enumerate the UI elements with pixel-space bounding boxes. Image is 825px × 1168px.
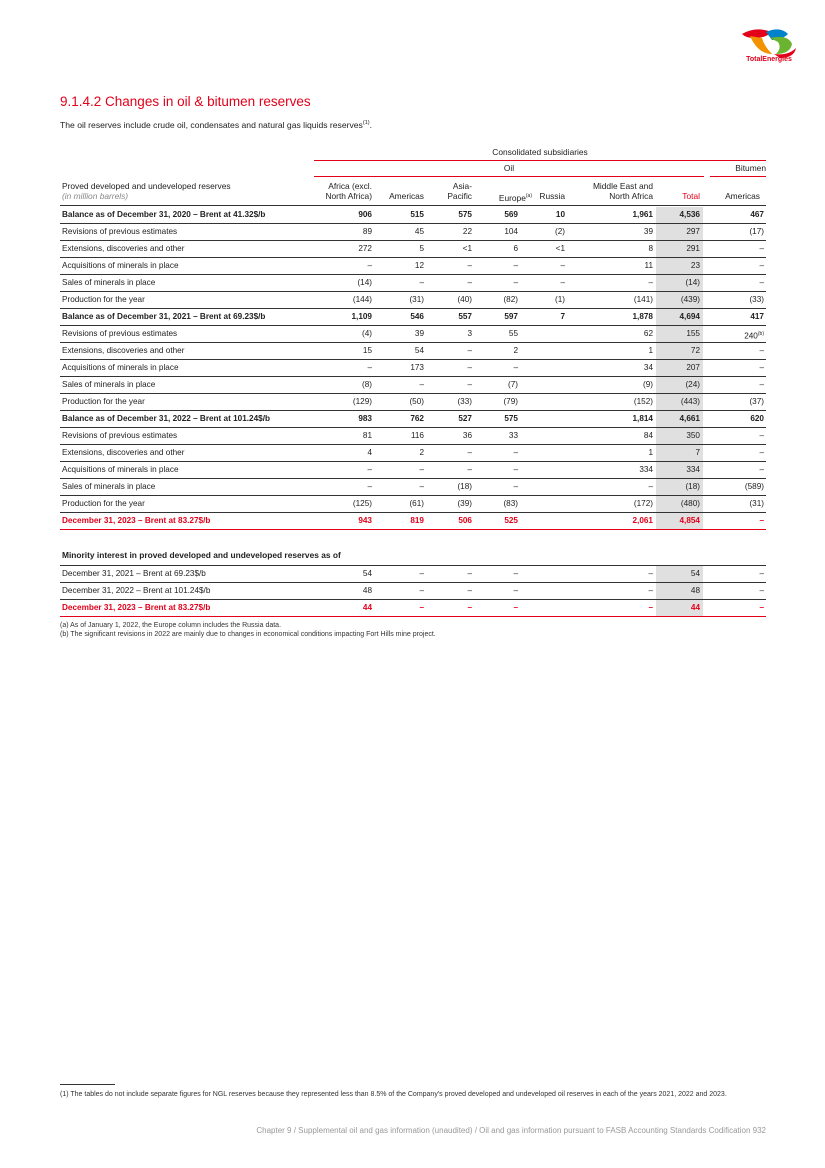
table-row (60, 479, 766, 496)
cell-asia-pacific: – (467, 569, 472, 578)
cell-americas: (50) (409, 397, 424, 406)
cell-africa: 272 (358, 244, 372, 253)
cell-russia (525, 343, 565, 359)
cell-americas: – (419, 569, 424, 578)
cell-asia-pacific: – (467, 448, 472, 457)
cell-asia-pacific: 36 (462, 431, 472, 440)
cell-europe: – (513, 482, 518, 491)
cell-total: 72 (690, 346, 700, 355)
cell-middle-east: 11 (644, 261, 653, 270)
cell-russia: 10 (555, 210, 565, 219)
cell-bitumen-americas: – (759, 586, 764, 595)
cell-russia: 7 (560, 312, 565, 321)
cell-asia-pacific: (18) (457, 482, 472, 491)
cell-total: 23 (690, 261, 700, 270)
cell-middle-east: (141) (633, 295, 653, 304)
brand-name: TotalEnergies (746, 56, 792, 63)
cell-total: 4,661 (679, 414, 700, 423)
cell-bitumen-americas: – (759, 380, 764, 389)
cell-total: 48 (690, 586, 700, 595)
reserves-table-body (60, 207, 766, 530)
cell-africa: – (367, 261, 372, 270)
cell-bitumen-americas: (589) (744, 482, 764, 491)
table-row (60, 411, 766, 428)
cell-africa: (4) (361, 329, 372, 338)
table-note-a: (a) As of January 1, 2022, the Europe column includes the Russia data. (60, 622, 282, 629)
cell-asia-pacific: (39) (457, 499, 472, 508)
cell-europe: – (513, 278, 518, 287)
cell-asia-pacific: – (467, 363, 472, 372)
row-label: Production for the year (62, 397, 145, 406)
cell-africa: – (367, 465, 372, 474)
table-row (60, 496, 766, 513)
cell-total: 4,536 (679, 210, 700, 219)
table-note-b: (b) The significant revisions in 2022 are mainly due to changes in economical conditions impacting Fort Hills mine project. (60, 631, 436, 638)
cell-africa: 89 (362, 227, 372, 236)
cell-middle-east: 1,814 (632, 414, 653, 423)
cell-middle-east: 62 (643, 329, 653, 338)
cell-russia: – (560, 261, 565, 270)
cell-russia (525, 428, 565, 444)
cell-total: (439) (680, 295, 700, 304)
cell-russia (525, 326, 565, 342)
cell-asia-pacific: 506 (458, 516, 472, 525)
cell-bitumen-americas: 467 (750, 210, 764, 219)
cell-bitumen-americas: 240$^{(b)}$ (744, 331, 764, 341)
cell-africa: 983 (358, 414, 372, 423)
cell-africa: (8) (361, 380, 372, 389)
cell-africa: 48 (362, 586, 372, 595)
cell-asia-pacific: 527 (458, 414, 472, 423)
row-label: Production for the year (62, 295, 145, 304)
cell-middle-east: 84 (643, 431, 653, 440)
cell-europe: (83) (503, 499, 518, 508)
col-europe: Europe$^{(a)}$ (498, 192, 532, 203)
cell-bitumen-americas: (31) (749, 499, 764, 508)
cell-middle-east: 1 (648, 346, 653, 355)
cell-africa: (14) (357, 278, 372, 287)
intro-text: The oil reserves include crude oil, condensates and natural gas liquids reserves$^{(1)}$. (60, 120, 372, 130)
cell-bitumen-americas: (37) (749, 397, 764, 406)
cell-bitumen-americas: – (759, 569, 764, 578)
cell-middle-east: 2,061 (632, 516, 653, 525)
cell-africa: – (367, 363, 372, 372)
table-row (60, 207, 766, 224)
table-row (60, 394, 766, 411)
minority-title: Minority interest in proved developed and undeveloped reserves as of (62, 550, 341, 560)
cell-americas: – (419, 465, 424, 474)
cell-americas: 5 (419, 244, 424, 253)
row-label: Acquisitions of minerals in place (62, 363, 179, 372)
cell-americas: 819 (410, 516, 424, 525)
cell-americas: 39 (414, 329, 424, 338)
cell-russia: (2) (554, 227, 565, 236)
cell-bitumen-americas: 620 (750, 414, 764, 423)
table-row (60, 377, 766, 394)
cell-asia-pacific: – (467, 603, 472, 612)
cell-americas: 546 (410, 312, 424, 321)
cell-middle-east: – (648, 482, 653, 491)
table-row (60, 360, 766, 377)
cell-africa: 44 (362, 603, 372, 612)
row-label: Acquisitions of minerals in place (62, 465, 179, 474)
table-row (60, 309, 766, 326)
cell-europe: – (513, 363, 518, 372)
cell-asia-pacific: – (467, 261, 472, 270)
col-africa: Africa (excl. North Africa) (325, 181, 372, 201)
cell-total: 207 (686, 363, 700, 372)
cell-europe: – (513, 603, 518, 612)
table-row (60, 600, 766, 617)
cell-total: 350 (686, 431, 700, 440)
cell-americas: (61) (409, 499, 424, 508)
cell-middle-east: (9) (642, 380, 653, 389)
cell-bitumen-americas: – (759, 448, 764, 457)
cell-europe: (7) (507, 380, 518, 389)
cell-middle-east: – (648, 278, 653, 287)
cell-africa: 943 (358, 516, 372, 525)
row-label: Revisions of previous estimates (62, 329, 178, 338)
table-row (60, 343, 766, 360)
cell-middle-east: 8 (648, 244, 653, 253)
cell-africa: 54 (362, 569, 372, 578)
row-label: December 31, 2022 – Brent at 101.24$/b (62, 586, 211, 595)
row-label: Extensions, discoveries and other (62, 244, 185, 253)
row-label: Production for the year (62, 499, 145, 508)
row-label: December 31, 2023 – Brent at 83.27$/b (62, 516, 211, 525)
cell-russia: (1) (554, 295, 565, 304)
cell-russia (525, 479, 565, 495)
cell-europe: 2 (513, 346, 518, 355)
cell-africa: 15 (362, 346, 372, 355)
row-label: Balance as of December 31, 2021 – Brent at 69.23$/b (62, 312, 266, 321)
cell-asia-pacific: 575 (458, 210, 472, 219)
cell-europe: – (513, 261, 518, 270)
cell-europe: 597 (504, 312, 518, 321)
cell-asia-pacific: (40) (457, 295, 472, 304)
cell-bitumen-americas: – (759, 465, 764, 474)
cell-africa: – (367, 482, 372, 491)
cell-russia (525, 377, 565, 393)
cell-americas: 173 (410, 363, 424, 372)
cell-asia-pacific: 557 (458, 312, 472, 321)
cell-total: 297 (686, 227, 700, 236)
col-americas: Americas (389, 191, 424, 201)
cell-europe: 55 (508, 329, 518, 338)
cell-africa: 81 (362, 431, 372, 440)
cell-bitumen-americas: – (759, 431, 764, 440)
cell-middle-east: (172) (633, 499, 653, 508)
cell-bitumen-americas: – (759, 244, 764, 253)
cell-asia-pacific: – (467, 346, 472, 355)
cell-europe: 104 (504, 227, 518, 236)
cell-middle-east: (152) (633, 397, 653, 406)
cell-americas: – (419, 380, 424, 389)
cell-asia-pacific: 3 (467, 329, 472, 338)
col-bitumen-americas: Americas (725, 191, 760, 201)
cell-bitumen-americas: 417 (750, 312, 764, 321)
cell-europe: (79) (503, 397, 518, 406)
section-title: 9.1.4.2 Changes in oil & bitumen reserves (60, 94, 311, 109)
cell-bitumen-americas: – (759, 346, 764, 355)
cell-total: 4,694 (679, 312, 700, 321)
footnote: (1) The tables do not include separate figures for NGL reserves because they represented less than 8.5% of the Company's proved developed and undeveloped oil reserves in each of the years 2021, 2022 and 2023. (60, 1091, 727, 1098)
cell-total: (443) (680, 397, 700, 406)
table-row (60, 445, 766, 462)
table-row (60, 462, 766, 479)
cell-europe: 6 (513, 244, 518, 253)
cell-asia-pacific: – (467, 278, 472, 287)
cell-africa: 1,109 (351, 312, 372, 321)
cell-total: 291 (686, 244, 700, 253)
row-label: Revisions of previous estimates (62, 431, 178, 440)
cell-russia: <1 (555, 244, 565, 253)
cell-total: 155 (686, 329, 700, 338)
cell-middle-east: – (648, 603, 653, 612)
cell-americas: – (419, 278, 424, 287)
cell-russia (525, 462, 565, 478)
cell-russia (525, 411, 565, 427)
cell-total: 7 (695, 448, 700, 457)
cell-americas: – (419, 482, 424, 491)
row-label: Acquisitions of minerals in place (62, 261, 179, 270)
cell-europe: 33 (508, 431, 518, 440)
cell-bitumen-americas: (33) (749, 295, 764, 304)
cell-middle-east: 39 (643, 227, 653, 236)
cell-americas: 54 (414, 346, 424, 355)
col-middle-east: Middle East and North Africa (592, 181, 653, 201)
cell-russia (525, 445, 565, 461)
cell-total: 44 (690, 603, 700, 612)
row-label: Sales of minerals in place (62, 380, 156, 389)
minority-table-body (60, 566, 766, 617)
col-russia: Russia (539, 191, 565, 201)
cell-bitumen-americas: (17) (749, 227, 764, 236)
cell-europe: 525 (504, 516, 518, 525)
row-label: Sales of minerals in place (62, 482, 156, 491)
cell-europe: – (513, 586, 518, 595)
cell-americas: 45 (414, 227, 424, 236)
cell-asia-pacific: (33) (457, 397, 472, 406)
cell-europe: – (513, 569, 518, 578)
cell-americas: 515 (410, 210, 424, 219)
cell-russia (525, 600, 565, 616)
cell-total: (480) (680, 499, 700, 508)
cell-russia (525, 513, 565, 529)
cell-americas: – (419, 603, 424, 612)
group-oil: Oil (503, 163, 515, 173)
cell-europe: – (513, 465, 518, 474)
cell-americas: 12 (414, 261, 424, 270)
cell-russia (525, 360, 565, 376)
cell-middle-east: 1,961 (632, 210, 653, 219)
cell-europe: 569 (504, 210, 518, 219)
cell-asia-pacific: – (467, 465, 472, 474)
col-asia-pacific: Asia- Pacific (447, 181, 472, 201)
cell-bitumen-americas: – (759, 278, 764, 287)
table-row (60, 326, 766, 343)
row-label: Extensions, discoveries and other (62, 346, 185, 355)
cell-asia-pacific: 22 (462, 227, 472, 236)
cell-middle-east: 1,878 (632, 312, 653, 321)
cell-total: 334 (686, 465, 700, 474)
cell-bitumen-americas: – (759, 516, 764, 525)
table-row (60, 292, 766, 309)
cell-middle-east: 334 (639, 465, 653, 474)
cell-asia-pacific: – (467, 380, 472, 389)
cell-europe: 575 (504, 414, 518, 423)
cell-africa: (129) (352, 397, 372, 406)
row-header: Proved developed and undeveloped reserves (in million barrels) (62, 181, 231, 201)
cell-total: 4,854 (679, 516, 700, 525)
cell-russia (525, 394, 565, 410)
cell-russia (525, 566, 565, 582)
group-bitumen: Bitumen (735, 163, 766, 173)
cell-asia-pacific: <1 (462, 244, 472, 253)
cell-total: (14) (685, 278, 700, 287)
page-footer: Chapter 9 / Supplemental oil and gas information (unaudited) / Oil and gas information pursuant to FASB Accounting Standards Codification 932 (256, 1126, 766, 1135)
cell-americas: 762 (410, 414, 424, 423)
table-row (60, 241, 766, 258)
group-consolidated: Consolidated subsidiaries (492, 147, 588, 157)
cell-americas: 2 (419, 448, 424, 457)
cell-africa: (125) (352, 499, 372, 508)
table-row (60, 275, 766, 292)
cell-africa: 4 (367, 448, 372, 457)
table-row (60, 566, 766, 583)
table-row (60, 224, 766, 241)
col-total: Total (682, 191, 700, 201)
cell-bitumen-americas: – (759, 261, 764, 270)
row-label: Sales of minerals in place (62, 278, 156, 287)
row-label: December 31, 2023 – Brent at 83.27$/b (62, 603, 211, 612)
cell-bitumen-americas: – (759, 603, 764, 612)
cell-russia (525, 583, 565, 599)
table-row (60, 583, 766, 600)
row-label: Balance as of December 31, 2020 – Brent at 41.32$/b (62, 210, 266, 219)
cell-africa: (144) (352, 295, 372, 304)
cell-americas: – (419, 586, 424, 595)
cell-middle-east: – (648, 569, 653, 578)
cell-russia (525, 496, 565, 512)
cell-bitumen-americas: – (759, 363, 764, 372)
table-row (60, 258, 766, 275)
cell-europe: – (513, 448, 518, 457)
cell-russia: – (560, 278, 565, 287)
cell-americas: (31) (409, 295, 424, 304)
row-label: Revisions of previous estimates (62, 227, 178, 236)
cell-total: (24) (685, 380, 700, 389)
cell-total: (18) (685, 482, 700, 491)
cell-asia-pacific: – (467, 586, 472, 595)
cell-middle-east: 1 (648, 448, 653, 457)
row-label: December 31, 2021 – Brent at 69.23$/b (62, 569, 206, 578)
cell-middle-east: 34 (643, 363, 653, 372)
row-label: Extensions, discoveries and other (62, 448, 185, 457)
cell-africa: 906 (358, 210, 372, 219)
cell-total: 54 (690, 569, 700, 578)
table-row (60, 513, 766, 530)
cell-europe: (82) (503, 295, 518, 304)
cell-middle-east: – (648, 586, 653, 595)
reserves-table-header (60, 146, 766, 206)
cell-americas: 116 (410, 431, 424, 440)
row-label: Balance as of December 31, 2022 – Brent at 101.24$/b (62, 414, 270, 423)
table-row (60, 428, 766, 445)
